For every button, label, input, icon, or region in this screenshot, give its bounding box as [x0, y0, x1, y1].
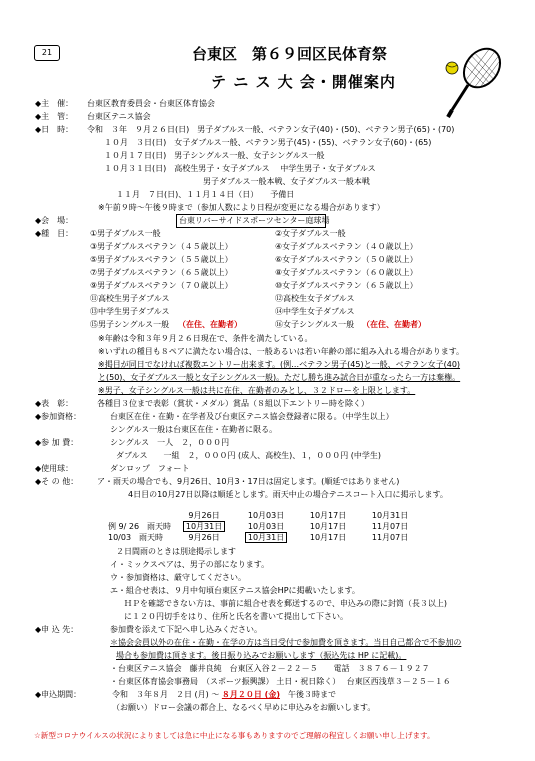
- event-left: ③男子ダブルスベテラン（４５歳以上）: [90, 242, 233, 251]
- events-note: と(50)、女子ダブルス一般と女子シングルス一般)。ただし勝ち進み試合日が重なったら一方は棄権。: [98, 373, 461, 382]
- eligibility-label: ◆参加資格：: [35, 412, 82, 421]
- event-right: ⑯女子シングルス一般: [275, 320, 355, 329]
- awards-label: ◆表 彰：: [35, 399, 74, 408]
- other-note: エ・組合せ表は、９月中旬頃台東区テニス協会HPに掲載いたします。: [110, 586, 360, 595]
- event-right: ⑥女子ダブルスベテラン（５０歳以上）: [275, 255, 418, 264]
- table-header-cell: 10月03日: [247, 511, 285, 520]
- apply-line: ＊協会会員以外の在住・在勤・在学の方は当日受付で参加費を頂きます。当日自己都合で不参加の: [110, 638, 462, 647]
- other-note: に１２０円切手をはり、住所と氏名を書いて提出して下さい。: [124, 612, 348, 621]
- deadline-time: 午後３時まで: [279, 690, 336, 699]
- table-header-row: [106, 510, 421, 521]
- event-right: ⑫高校生女子ダブルス: [275, 294, 355, 303]
- table-row: [106, 532, 421, 543]
- table-header-cell: 10月31日: [371, 511, 409, 520]
- ball-value: ダンロップ フォート: [110, 464, 190, 473]
- event-singles-note: （在住、在勤者）: [178, 320, 242, 329]
- manager-label: ◆主 管：: [35, 112, 74, 121]
- ball-label: ◆使用球：: [35, 464, 74, 473]
- table-cell: 10月03日: [247, 522, 285, 531]
- deadline-end: ８月２０日 (金): [221, 690, 280, 699]
- table-cell: 9月26日: [188, 533, 220, 542]
- table-row: [106, 521, 421, 532]
- event-right: ⑧女子ダブルスベテラン（６０歳以上）: [275, 268, 418, 277]
- event-right: ④女子ダブルスベテラン（４０歳以上）: [275, 242, 418, 251]
- other-note: ２日間雨のときは別途掲示します: [116, 547, 236, 556]
- date-line: １０月 ３日(日) 女子ダブルス一般、ベテラン男子(45)・(55)、ベテラン女子(60)・(65): [104, 138, 432, 147]
- apply-line: 参加費を添えて下記へ申し込みください。: [110, 625, 262, 634]
- date-line: 男子ダブルス一般本戦、女子ダブルス一般本戦: [203, 177, 370, 186]
- events-label: ◆種 目：: [35, 229, 74, 238]
- event-left: ⑦男子ダブルスベテラン（６５歳以上）: [90, 268, 233, 277]
- awards-value: 各種目３位まで表彰（賞状・メダル）賞品（８組以下エントリー時を除く）: [97, 399, 369, 408]
- events-note: ※年齢は令和３年９月２６日現在で、条件を満たしている。: [98, 334, 313, 343]
- dates-label: ◆日 時：: [35, 125, 74, 134]
- events-note: ※いずれの種目も８ペアに満たない場合は、一般あるいは若い年齢の部に組み入れる場合があります。: [98, 347, 465, 356]
- page-subtitle: テ ニ ス 大 会・開催案内: [211, 73, 396, 91]
- table-row-label: 10/03 雨天時: [108, 533, 164, 542]
- apply-label: ◆申 込 先：: [35, 625, 79, 634]
- events-note: ※男子、女子シングルス一般は共に在住、在勤者のみとし、３２ドローを上限とします。: [98, 386, 416, 395]
- fee-label: ◆参 加 費：: [35, 438, 79, 447]
- event-left: ⑬中学生男子ダブルス: [90, 307, 170, 316]
- event-right: ②女子ダブルス一般: [275, 229, 346, 238]
- venue-value: 台東リバーサイドスポーツセンター庭球場: [179, 216, 330, 225]
- date-line: １１月 ７日(日)、１１月１４日（日） 予備日: [116, 190, 295, 199]
- footer-notice: ☆新型コロナウイルスの状況によりましては急に中止になる事もありますのでご理解の程宜しくお願い申し上げます。: [34, 731, 435, 740]
- apply-line: 場合も参加費は頂きます。後日振り込みでお願いします（振込先は HP に記載)。: [116, 651, 407, 660]
- event-left: ⑨男子ダブルスベテラン（７０歳以上）: [90, 281, 233, 290]
- manager-value: 台東区テニス協会: [87, 112, 151, 121]
- other-note: イ・ミックスペアは、男子の部になります。: [110, 560, 270, 569]
- deadline-request: （お願い）ドロー会議の都合上、なるべく早めに申込みをお願いします。: [112, 703, 376, 712]
- other-label: ◆そ の 他：: [35, 477, 79, 486]
- other-note: ア・雨天の場合でも、9月26日、10月3・17日は固定します。(順延ではありません): [97, 477, 400, 486]
- table-cell: 10月31日: [183, 521, 225, 532]
- other-note: ＨＰを確認できない方は、事前に組合せ表を郵送するので、申込みの際に封筒（長３以上): [124, 599, 447, 608]
- fee-doubles: ダブルス 一組 ２，０００円 (成人、高校生)、１，０００円 (中学生): [116, 451, 382, 460]
- table-cell: 10月17日: [309, 522, 347, 531]
- event-right: ⑭中学生女子ダブルス: [275, 307, 355, 316]
- event-singles-note: （在住、在勤者）: [362, 320, 426, 329]
- apply-contact: ・台東区テニス協会 藤井良純 台東区入谷２－２２－５ 電話 ３８７６－１９２７: [110, 664, 430, 673]
- date-line: １０月３１日(日) 高校生男子・女子ダブルス 中学生男子・女子ダブルス: [104, 164, 376, 173]
- table-header-cell: 10月17日: [309, 511, 347, 520]
- table-cell: 10月17日: [309, 533, 347, 542]
- venue-label: ◆会 場：: [35, 216, 74, 225]
- page-number: 21: [34, 45, 60, 61]
- table-cell: 11月07日: [371, 522, 409, 531]
- eligibility-line: 台東区在住・在勤・在学者及び台東区テニス協会登録者に限る。（中学生以上）: [110, 412, 394, 421]
- deadline-label: ◆申込期間：: [35, 690, 82, 699]
- organizer-value: 台東区教育委員会・台東区体育協会: [87, 99, 215, 108]
- fee-singles: シングルス 一人 ２，０００円: [110, 438, 230, 447]
- event-left: ⑤男子ダブルスベテラン（５５歳以上）: [90, 255, 233, 264]
- apply-contact: ・台東区体育協会事務局 （スポーツ振興課） 土日・祝日除く） 台東区西浅草３－２５－１６: [110, 677, 451, 686]
- deadline-start: 令和 ３年８月 ２日 (月) ～: [112, 690, 222, 699]
- deadline-line: [112, 689, 336, 700]
- event-left: ①男子ダブルス一般: [90, 229, 161, 238]
- rain-schedule-table: [106, 510, 421, 543]
- date-line: １０月１７日(日) 男子シングルス一般、女子シングルス一般: [104, 151, 325, 160]
- table-header-cell: 9月26日: [188, 511, 220, 520]
- tennis-racket-icon: [430, 40, 510, 120]
- event-left: ⑮男子シングルス一般: [90, 320, 170, 329]
- other-note: 4日目の10月27日以降は順延とします。雨天中止の場合テニスコート入口に掲示します。: [128, 490, 448, 499]
- table-cell: 11月07日: [371, 533, 409, 542]
- events-note: ※掲目が同日でなければ複数エントリー出来ます。(例…ベテラン男子(45)と一般、ベテラン女子(40): [98, 360, 461, 369]
- date-line: 令和 ３年 ９月２６日(日) 男子ダブルス一般、ベテラン女子(40)・(50)、ベテラン男子(65)・(70): [87, 125, 455, 134]
- page-title: 台東区 第６９回区民体育祭: [192, 45, 388, 63]
- table-cell: 10月31日: [245, 532, 287, 543]
- table-row-label: 例 9/ 26 雨天時: [108, 522, 172, 531]
- event-left: ⑪高校生男子ダブルス: [90, 294, 170, 303]
- eligibility-line: シングルス一般は台東区在住・在勤者に限る。: [110, 425, 278, 434]
- time-note: ※午前９時～午後９時まで（参加人数により日程が変更になる場合があります）: [98, 203, 385, 212]
- organizer-label: ◆主 催：: [35, 99, 74, 108]
- other-note: ウ・参加資格は、厳守してください。: [110, 573, 246, 582]
- event-right: ⑩女子ダブルスベテラン（６５歳以上）: [275, 281, 418, 290]
